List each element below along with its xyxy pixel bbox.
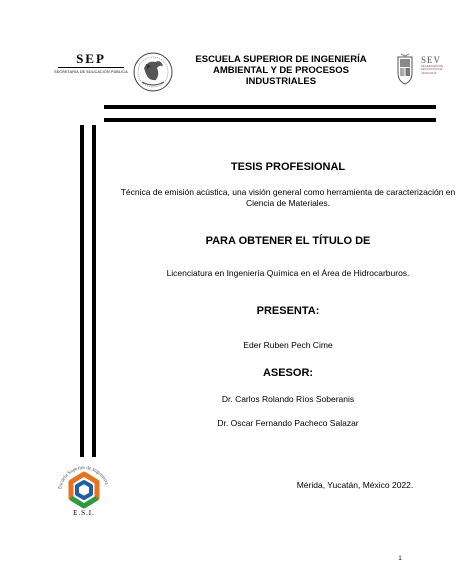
veracruz-coat-of-arms-icon: [395, 53, 415, 85]
sep-logo-rule: [58, 67, 124, 68]
esi-label: E.S.I.: [73, 509, 95, 517]
page-number: 1: [398, 556, 402, 562]
svg-text:Escuela Superior de Ingeniería: [58, 466, 109, 490]
sep-logo-subtitle: SECRETARÍA DE EDUCACIÓN PÚBLICA: [54, 70, 128, 74]
sep-logo: [52, 52, 130, 90]
esi-logo-text: Escuela Superior de Ingeniería: [58, 465, 109, 490]
top-rule-upper: [104, 105, 436, 109]
document-title: TESIS PROFESIONAL: [230, 161, 346, 173]
school-name: ESCUELA SUPERIOR DE INGENIERÍA AMBIENTAL Y DE PROCESOS INDUSTRIALES: [195, 54, 367, 87]
sep-logo-word: SEP: [76, 51, 106, 66]
top-rule-lower: [104, 118, 436, 122]
advisor-name: Dr. Oscar Fernando Pacheco Salazar: [217, 418, 359, 428]
esi-logo: [53, 462, 115, 510]
mexican-coat-of-arms-seal: [132, 50, 174, 94]
purpose-heading: PARA OBTENER EL TÍTULO DE: [205, 235, 371, 247]
advisor-heading: ASESOR:: [262, 367, 314, 379]
advisor-name: Dr. Carlos Rolando Ríos Soberanis: [221, 394, 355, 404]
thesis-topic: Técnica de emisión acústica, una visión general como herramienta de caracterización en Ciencia de Materiales.: [120, 187, 456, 208]
sev-logo: [421, 56, 455, 75]
place-date: Mérida, Yucatán, México 2022.: [296, 480, 414, 490]
sev-logo-subtitle: SECRETARÍA DE EDUCACIÓN DE VERACRUZ: [421, 64, 444, 75]
left-rule-outer: [80, 125, 84, 457]
presents-heading: PRESENTA:: [256, 305, 320, 317]
sev-logo-word: SEV: [421, 55, 442, 65]
left-rule-inner: [92, 125, 96, 457]
author-name: Eder Ruben Pech Cime: [243, 340, 333, 350]
degree-name: Licenciatura en Ingeniería Química en el Área de Hidrocarburos.: [166, 268, 410, 278]
